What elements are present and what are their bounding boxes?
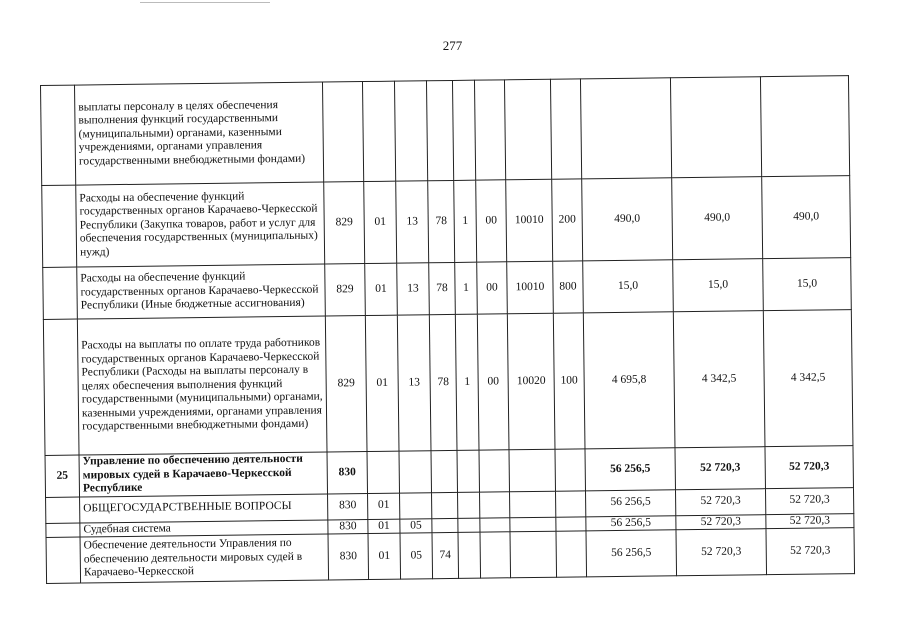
code-subprogram xyxy=(458,532,481,578)
amount-year-2: 15,0 xyxy=(673,259,764,312)
code-subprogram: 1 xyxy=(455,262,478,314)
code-expense-type xyxy=(555,449,586,491)
code-direction: 10010 xyxy=(507,261,554,314)
code-program: 78 xyxy=(429,314,457,450)
amount-year-2: 52 720,3 xyxy=(676,514,766,530)
code-ved: 830 xyxy=(328,493,368,519)
code-expense-type: 100 xyxy=(553,313,585,449)
code-main-activity: 00 xyxy=(476,180,507,262)
code-ved: 830 xyxy=(328,534,369,580)
code-expense-type: 200 xyxy=(552,179,583,261)
code-program: 78 xyxy=(429,262,456,314)
amount-year-3: 52 720,3 xyxy=(765,487,853,514)
code-direction: 10020 xyxy=(507,313,555,450)
table-row xyxy=(42,176,851,268)
code-subprogram xyxy=(458,518,480,533)
amount-year-2: 490,0 xyxy=(672,177,763,260)
code-direction xyxy=(509,491,555,518)
amount-year-3: 52 720,3 xyxy=(766,528,855,575)
code-subsection xyxy=(394,81,427,181)
amount-year-1: 56 256,5 xyxy=(585,448,676,491)
code-subsection xyxy=(399,451,432,493)
code-section: 01 xyxy=(365,315,399,451)
row-name: Расходы на обеспечение функций государственных органов Карачаево-Черкесской Республики (Иные бюджетные ассигнования) xyxy=(77,264,326,319)
code-direction xyxy=(510,531,557,578)
code-program: 74 xyxy=(432,532,459,578)
code-ved: 829 xyxy=(324,182,365,264)
code-ved: 830 xyxy=(327,452,368,494)
scan-artifact-line xyxy=(140,2,270,3)
amount-year-3: 52 720,3 xyxy=(765,446,854,489)
code-subsection xyxy=(400,492,432,518)
row-name: ОБЩЕГОСУДАРСТВЕННЫЕ ВОПРОСЫ xyxy=(80,494,328,523)
amount-year-1: 4 695,8 xyxy=(583,312,675,449)
code-section xyxy=(367,451,400,493)
code-ved: 829 xyxy=(325,316,367,452)
amount-year-3 xyxy=(760,76,849,177)
row-number xyxy=(46,537,81,583)
code-ved: 830 xyxy=(328,519,368,534)
code-main-activity xyxy=(474,80,505,180)
table-row xyxy=(46,528,855,584)
code-subprogram xyxy=(452,80,475,180)
code-section xyxy=(362,81,395,181)
amount-year-2: 52 720,3 xyxy=(675,488,765,515)
code-subsection: 05 xyxy=(400,533,433,579)
row-number: 25 xyxy=(45,455,80,497)
amount-year-1: 490,0 xyxy=(582,178,673,261)
code-direction: 10010 xyxy=(506,179,553,262)
amount-year-1 xyxy=(580,78,671,179)
code-section: 01 xyxy=(365,263,398,315)
amount-year-2: 52 720,3 xyxy=(676,529,767,576)
row-name: Обеспечение деятельности Управления по обеспечению деятельности мировых судей в Карачаево-Черкесской xyxy=(80,534,329,583)
code-direction xyxy=(504,79,551,180)
code-program xyxy=(426,80,453,180)
amount-year-3: 52 720,3 xyxy=(766,513,854,529)
row-number xyxy=(46,497,80,523)
code-section: 01 xyxy=(368,533,401,579)
code-subprogram xyxy=(458,492,480,518)
amount-year-2 xyxy=(670,77,761,178)
amount-year-3: 15,0 xyxy=(763,258,852,311)
page-number: 277 xyxy=(442,38,463,53)
code-program xyxy=(432,492,458,518)
table-row xyxy=(43,310,853,456)
amount-year-2: 52 720,3 xyxy=(675,447,766,490)
code-subsection: 13 xyxy=(397,315,431,451)
code-main-activity xyxy=(480,491,510,517)
code-program: 78 xyxy=(428,180,455,262)
amount-year-3: 4 342,5 xyxy=(763,310,853,447)
row-number xyxy=(41,85,76,185)
row-name: Управление по обеспечению деятельности мировых судей в Карачаево-Черкесской Республике xyxy=(79,452,327,497)
code-main-activity: 00 xyxy=(477,314,509,450)
code-direction xyxy=(509,449,556,491)
code-program xyxy=(431,450,458,492)
code-section: 01 xyxy=(368,493,400,519)
amount-year-1: 56 256,5 xyxy=(585,489,675,516)
amount-year-3: 490,0 xyxy=(762,176,851,259)
row-number xyxy=(43,267,78,319)
code-expense-type xyxy=(556,531,587,577)
code-main-activity xyxy=(480,517,510,532)
code-direction xyxy=(510,517,556,532)
row-number xyxy=(42,185,77,267)
amount-year-1: 15,0 xyxy=(583,260,674,313)
code-subsection: 13 xyxy=(396,181,429,263)
code-expense-type xyxy=(555,490,585,516)
code-main-activity xyxy=(480,532,511,578)
row-name: Расходы на выплаты по оплате труда работников государственных органов Карачаево-Черкесской Республики (Расходы на выплаты персоналу в целях обеспечения выполнения функций государственными (муниципальными) органами, казенными учреждениями, органами управления государственными внебюджетными фондами) xyxy=(77,316,327,455)
code-subprogram: 1 xyxy=(454,180,477,262)
row-number xyxy=(43,319,79,455)
amount-year-1: 56 256,5 xyxy=(586,515,676,531)
amount-year-2: 4 342,5 xyxy=(673,311,765,448)
code-section: 01 xyxy=(364,181,397,263)
code-subsection: 05 xyxy=(400,518,432,533)
code-subprogram: 1 xyxy=(455,314,479,450)
table-row xyxy=(41,76,850,186)
row-number xyxy=(46,523,80,538)
row-name: Расходы на обеспечение функций государственных органов Карачаево-Черкесской Республики (Закупка товаров, работ и услуг для обеспечения государственных (муниципальных) нужд) xyxy=(76,182,325,267)
amount-year-1: 56 256,5 xyxy=(586,530,677,577)
row-name: Судебная система xyxy=(80,520,328,538)
code-subsection: 13 xyxy=(397,263,430,315)
code-expense-type xyxy=(550,79,581,179)
code-section: 01 xyxy=(368,519,400,534)
code-program xyxy=(432,518,458,533)
code-ved xyxy=(322,82,363,182)
code-subprogram xyxy=(457,450,480,492)
row-name: выплаты персоналу в целях обеспечения выполнения функций государственными (муниципальными) органами, казенными учреждениями, органами управления государственными внебюджетными фондами) xyxy=(75,82,324,185)
code-expense-type xyxy=(556,516,586,531)
code-expense-type: 800 xyxy=(553,261,584,313)
code-ved: 829 xyxy=(325,264,366,316)
budget-table-sheet xyxy=(40,75,855,584)
code-main-activity xyxy=(479,450,510,492)
budget-table xyxy=(40,75,855,584)
code-main-activity: 00 xyxy=(477,262,508,314)
